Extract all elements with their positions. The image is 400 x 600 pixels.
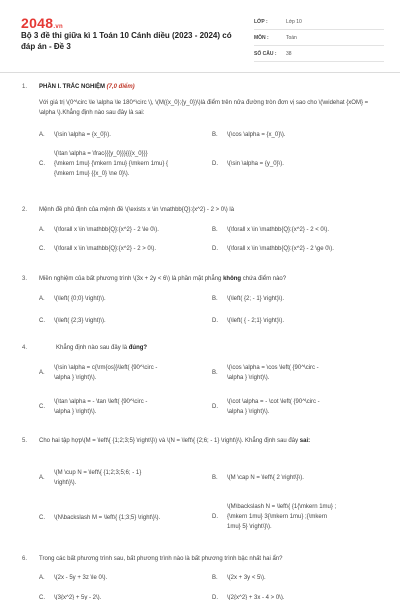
option-label: D. <box>212 595 218 600</box>
site-logo[interactable] <box>21 15 63 31</box>
option-text-line: \alpha } \right)\). <box>227 409 270 415</box>
option-label: D. <box>212 161 218 167</box>
option-text: \(\forall x \in \mathbb{Q}:{x^2} - 2 > 0\). <box>54 246 157 252</box>
option-text-line: {\mkern 1mu} {{x_0} \ne 0}\). <box>54 171 130 177</box>
option-text-line: 1mu} 5} \right\}\). <box>227 524 272 530</box>
meta-value: Toán <box>286 34 297 41</box>
question-number: 2. <box>22 207 28 213</box>
option-text-line: \(\cot \alpha = - \cot \left( {90^\circ - <box>227 399 320 405</box>
question-text: Trong các bất phương trình sau, bất phương trình nào là bất phương trình bậc nhất hai ẩn? <box>39 556 283 562</box>
question-number: 4. <box>22 345 28 351</box>
option-label: A. <box>39 296 45 302</box>
option-text-line: \(\sin \alpha = c{\rm{os}}\left( {90^\circ - <box>54 365 158 371</box>
option-text: \(M \cap N = \left\{ 2 \right\}\). <box>227 475 304 481</box>
question-number: 3. <box>22 276 28 282</box>
option-text: \(\left( { - 2;1} \right)\). <box>227 318 285 324</box>
option-b[interactable] <box>212 363 382 383</box>
option-text: \(N\backslash M = \left\{ {1;3;5} \right\}\). <box>54 515 161 521</box>
page-header <box>0 0 400 73</box>
question-text <box>56 343 396 353</box>
question-text: Mệnh đề phủ định của mệnh đề \(\exists x \in \mathbb{Q}:{x^2} - 2 > 0\) là <box>39 207 235 213</box>
option-text-line: \alpha } \right)\). <box>227 375 270 381</box>
option-text: \(\cos \alpha = {x_0}\). <box>227 132 286 138</box>
section-name: PHẦN I. TRẮC NGHIỆM <box>39 84 105 90</box>
question-text-part: Miền nghiệm của bất phương trình \(3x + 2y < 6\) là phần mặt phẳng <box>39 276 224 282</box>
option-text-line: {\mkern 1mu} {\mkern 1mu} {\mkern 1mu} { <box>54 161 169 167</box>
option-label: B. <box>212 370 218 376</box>
meta-label: MÔN : <box>254 34 269 41</box>
option-text: \(\left( {2;3} \right)\). <box>54 318 106 324</box>
option-text-line: \(M\backslash N = \left\{ {1{\mkern 1mu} ; <box>227 504 337 510</box>
option-label: A. <box>39 370 45 376</box>
option-label: A. <box>39 227 45 233</box>
option-c[interactable] <box>39 397 209 417</box>
option-label: B. <box>212 227 218 233</box>
option-text: \(\sin \alpha = {x_0}\). <box>54 132 111 138</box>
question-emphasis: sai: <box>299 438 311 444</box>
option-text: \(\left( {0;0} \right)\). <box>54 296 106 302</box>
question-emphasis: không <box>223 276 242 282</box>
option-label: C. <box>39 161 45 167</box>
option-label: C. <box>39 246 45 252</box>
option-label: A. <box>39 475 45 481</box>
meta-row-class <box>254 14 384 30</box>
option-text-line: \(\tan \alpha = - \tan \left( {90^\circ - <box>54 399 148 405</box>
option-text-line: \(M \cup N = \left\{ {1;2;3;5;6; - 1} <box>54 470 142 476</box>
option-a[interactable] <box>39 468 209 488</box>
meta-label: SỐ CÂU : <box>254 50 277 57</box>
option-text-line: \right\}\). <box>54 480 77 486</box>
option-c[interactable] <box>39 149 209 179</box>
option-text: \(\forall x \in \mathbb{Q}:{x^2} - 2 \ge 0\). <box>227 246 334 252</box>
question-text-part: chứa điểm nào? <box>241 276 287 282</box>
option-text-line: {\mkern 1mu} 3{\mkern 1mu} ;{\mkern <box>227 514 328 520</box>
option-label: C. <box>39 318 45 324</box>
option-d[interactable] <box>212 502 387 532</box>
meta-row-count <box>254 46 384 62</box>
question-text-part: Khẳng định nào sau đây là <box>56 345 129 351</box>
option-label: D. <box>212 246 218 252</box>
option-d[interactable] <box>212 397 382 417</box>
question-number: 1. <box>22 84 28 90</box>
meta-row-subject <box>254 30 384 46</box>
option-label: D. <box>212 404 218 410</box>
option-text: \(3{x^2} + 5y - 2\). <box>54 595 102 600</box>
option-text: \(\forall x \in \mathbb{Q}:{x^2} - 2 < 0\). <box>227 227 330 233</box>
question-emphasis: đúng? <box>128 345 148 351</box>
question-number: 6. <box>22 556 28 562</box>
option-label: A. <box>39 575 45 581</box>
option-label: C. <box>39 515 45 521</box>
option-text-line: \alpha } \right)\). <box>54 409 97 415</box>
option-label: D. <box>212 318 218 324</box>
document-title: Bộ 3 đề thi giữa kì 1 Toán 10 Cánh diều (2023 - 2024) có đáp án - Đề 3 <box>21 31 232 51</box>
option-text-line: \(\cos \alpha = \cos \left( {90^\circ - <box>227 365 319 371</box>
question-text: Với giá trị \(0^\circ \le \alpha \le 180^\circ \), \(M({x_0};{y_0})\)là điểm trên nửa đường tròn đơn vị sao cho \(\widehat {xOM} = \alpha \).Khẳng định nào sau đây là sai: <box>39 100 369 116</box>
option-text: \(\left( {2; - 1} \right)\). <box>227 296 285 302</box>
option-text: \(2{x^2} + 3x - 4 > 0\). <box>227 595 285 600</box>
option-label: B. <box>212 296 218 302</box>
option-a[interactable] <box>39 363 209 383</box>
meta-value: 38 <box>286 50 292 57</box>
option-text-line: \(\tan \alpha = \frac{{{y_0}}}{{{x_0}}} <box>54 151 148 157</box>
section-points: (7,0 điểm) <box>106 84 135 90</box>
option-text-line: \alpha } \right)\). <box>54 375 97 381</box>
meta-table <box>254 14 384 62</box>
option-label: B. <box>212 575 218 581</box>
option-text: \(2x + 3y < 5\). <box>227 575 266 581</box>
question-text <box>39 274 379 284</box>
option-label: B. <box>212 475 218 481</box>
option-label: A. <box>39 132 45 138</box>
logo-text: 2048 <box>21 15 54 31</box>
option-text: \(\forall x \in \mathbb{Q}:{x^2} - 2 \le 0\). <box>54 227 159 233</box>
option-label: B. <box>212 132 218 138</box>
meta-value: Lớp 10 <box>286 18 302 25</box>
option-label: C. <box>39 595 45 600</box>
question-text-part: Cho hai tập hợp\(M = \left\{ {1;2;3;5} \right\}\) và \(N = \left\{ {2;6; - 1} \right\}\). Khẳng định sau đây <box>39 438 300 444</box>
question-number: 5. <box>22 438 28 444</box>
logo-tld: .vn <box>53 24 63 30</box>
option-text: \(\sin \alpha = {y_0}\). <box>227 161 284 167</box>
option-label: C. <box>39 404 45 410</box>
option-label: D. <box>212 514 218 520</box>
section-title <box>39 82 379 92</box>
meta-label: LỚP : <box>254 18 268 25</box>
question-text <box>39 436 379 446</box>
option-text: \(2x - 5y + 3z \le 0\). <box>54 575 108 581</box>
